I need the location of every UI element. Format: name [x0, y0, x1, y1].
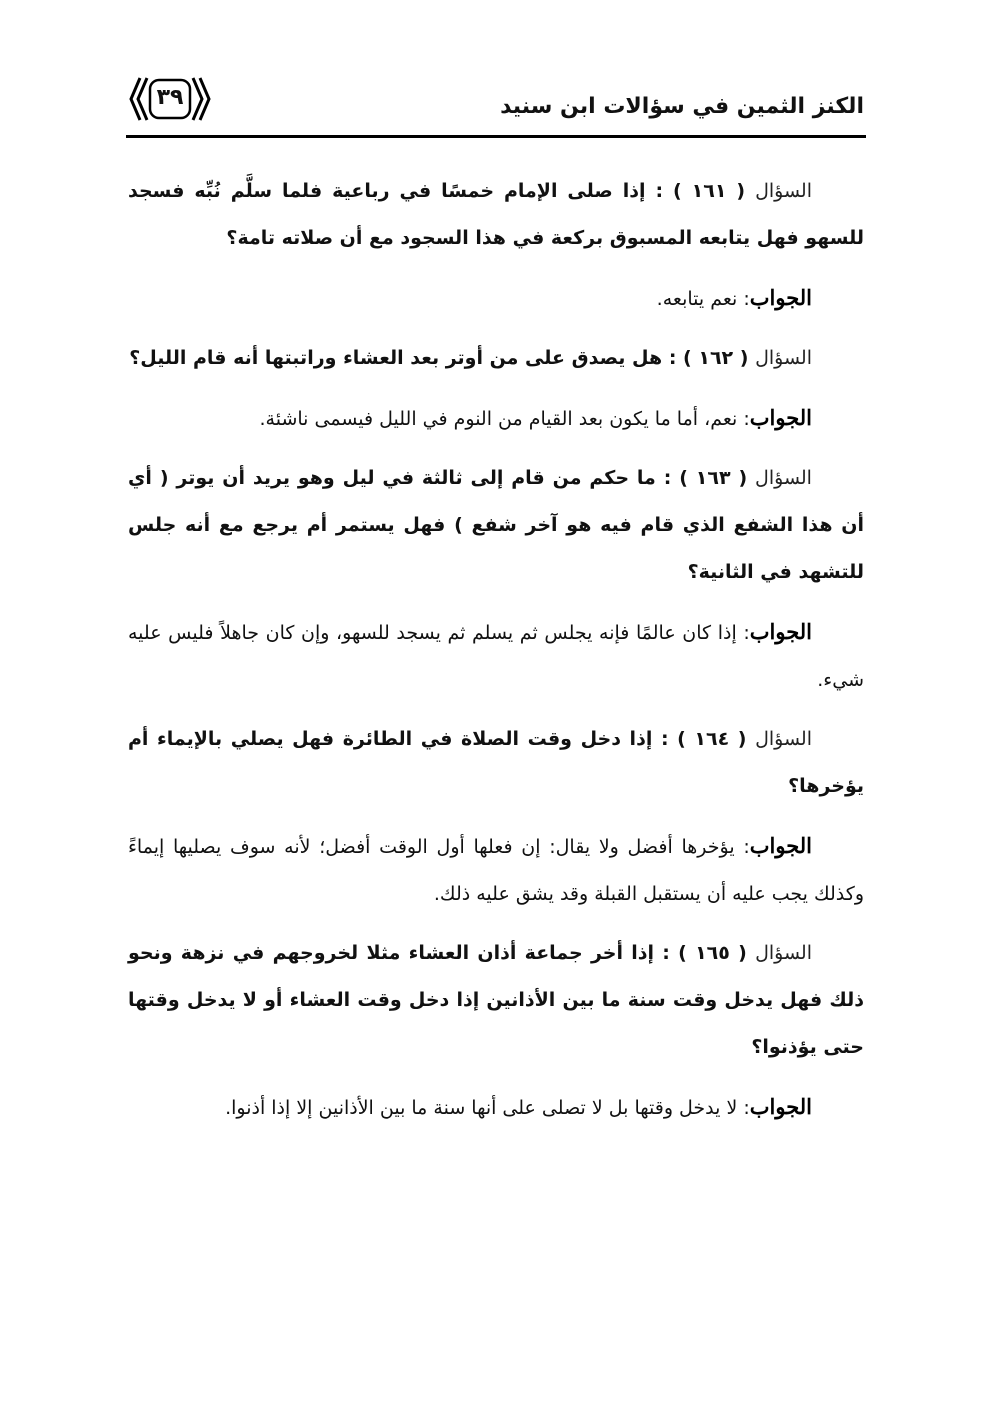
- answer-paragraph: [128, 822, 864, 918]
- question-text: إذا صلى الإمام خمسًا في رباعية فلما سلَّم نُبِّه فسجد للسهو فهل يتابعه المسبوق بركعة في هذا السجود مع أن صلاته تامة؟: [128, 180, 864, 249]
- question-number: ( ١٦٢ ) :: [668, 347, 749, 369]
- answer-text: : يؤخرها أفضل ولا يقال: إن فعلها أول الوقت أفضل؛ لأنه سوف يصليها إيماءً وكذلك يجب عليه أن يستقبل القبلة وقد يشق عليه ذلك.: [128, 836, 864, 905]
- question-label: السؤال: [755, 180, 812, 202]
- answer-text: : نعم، أما ما يكون بعد القيام من النوم في الليل فيسمى ناشئة.: [259, 408, 750, 430]
- question-paragraph: [128, 930, 864, 1071]
- answer-label: الجواب: [749, 405, 812, 430]
- answer-label: الجواب: [749, 833, 812, 858]
- answer-label: الجواب: [749, 285, 812, 310]
- answer-text: : لا يدخل وقتها بل لا تصلى على أنها سنة ما بين الأذانين إلا إذا أذنوا.: [225, 1097, 750, 1119]
- answer-text: : نعم يتابعه.: [656, 288, 750, 310]
- question-label: السؤال: [755, 467, 812, 489]
- question-paragraph: [128, 716, 864, 810]
- question-paragraph: [128, 335, 864, 382]
- page-number: ٣٩: [156, 85, 184, 110]
- answer-paragraph: [128, 1083, 864, 1132]
- question-label: السؤال: [755, 728, 812, 750]
- question-number: ( ١٦١ ) :: [655, 180, 746, 202]
- book-title: الكنز الثمين في سؤالات ابن سنيد: [500, 94, 864, 119]
- question-label: السؤال: [755, 347, 812, 369]
- answer-label: الجواب: [749, 1094, 812, 1119]
- question-label: السؤال: [755, 942, 812, 964]
- question-text: ما حكم من قام إلى ثالثة في ليل وهو يريد أن يوتر ( أي أن هذا الشفع الذي قام فيه هو آخر شفع ) فهل يستمر أم يرجع مع أنه جلس للتشهد في الثانية؟: [128, 467, 864, 583]
- page-number-frame: [128, 74, 212, 124]
- question-number: ( ١٦٣ ) :: [663, 467, 748, 489]
- question-text: إذا دخل وقت الصلاة في الطائرة فهل يصلي بالإيماء أم يؤخرها؟: [128, 728, 864, 797]
- question-paragraph: [128, 168, 864, 262]
- question-text: إذا أخر جماعة أذان العشاء مثلا لخروجهم في نزهة ونحو ذلك فهل يدخل وقت سنة ما بين الأذانين إذا دخل وقت العشاء أو لا يدخل وقتها حتى يؤذنوا؟: [128, 942, 864, 1058]
- answer-paragraph: [128, 394, 864, 443]
- qa-content: [128, 168, 864, 1144]
- question-number: ( ١٦٥ ) :: [662, 942, 747, 964]
- answer-label: الجواب: [749, 619, 812, 644]
- header-divider: [126, 135, 866, 138]
- question-number: ( ١٦٤ ) :: [660, 728, 747, 750]
- page-header: [126, 72, 866, 138]
- question-paragraph: [128, 455, 864, 596]
- answer-paragraph: [128, 608, 864, 704]
- question-text: هل يصدق على من أوتر بعد العشاء وراتبتها أنه قام الليل؟: [129, 347, 663, 369]
- answer-paragraph: [128, 274, 864, 323]
- answer-text: : إذا كان عالمًا فإنه يجلس ثم يسلم ثم يسجد للسهو، وإن كان جاهلاً فليس عليه شيء.: [128, 622, 864, 691]
